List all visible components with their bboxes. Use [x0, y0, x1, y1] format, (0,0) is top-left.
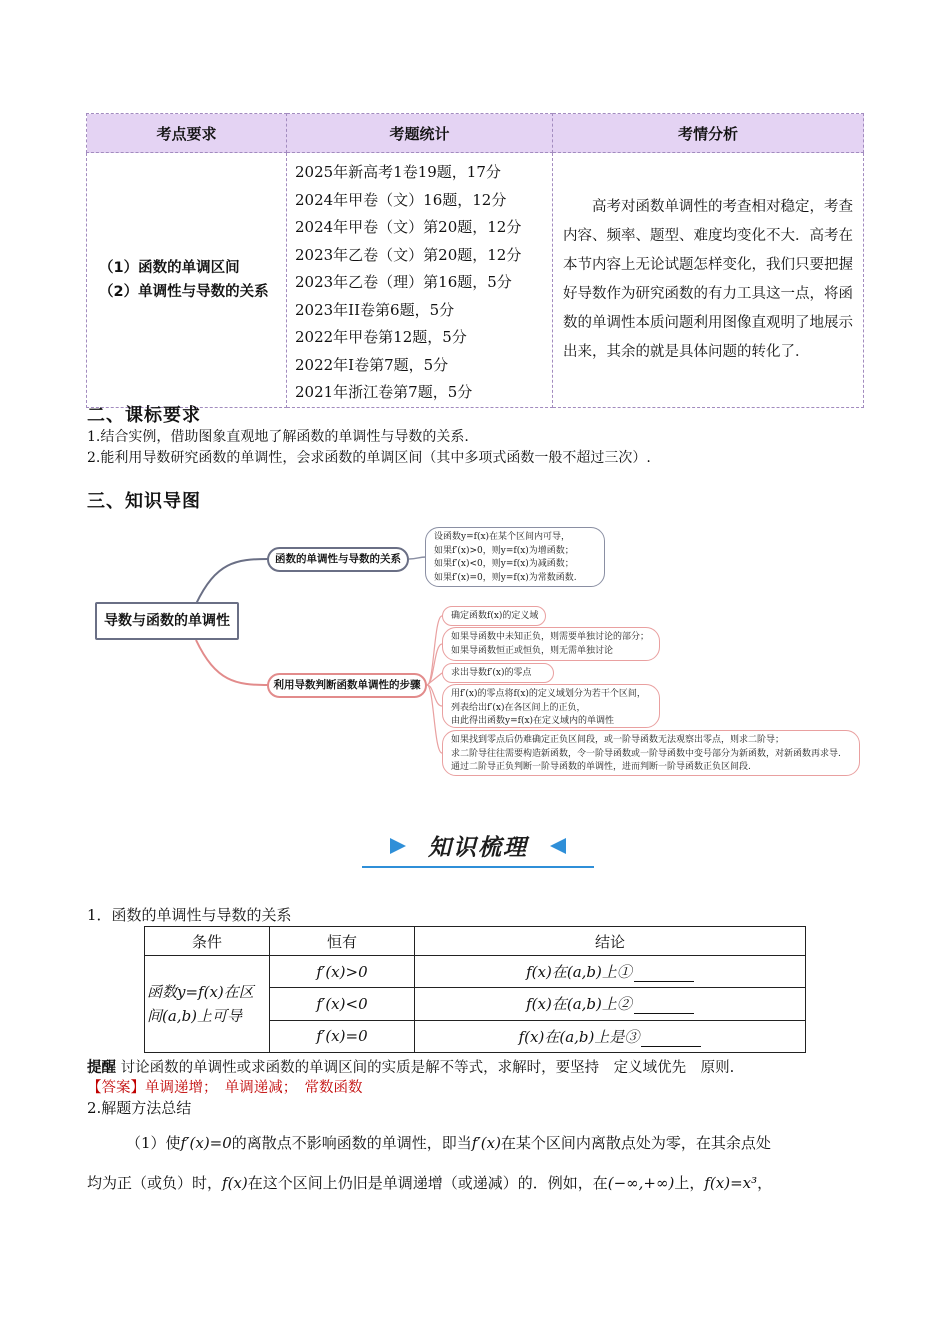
conclusion-text: f(x)在(a,b)上②	[526, 995, 632, 1014]
leaf-line: 由此得出函数y=f(x)在定义域内的单调性	[451, 716, 615, 726]
formula: f′(x)	[471, 1134, 501, 1152]
leaf-line: 列表给出f′(x)在各区间上的正负，	[451, 702, 586, 713]
header-analysis: 考情分析	[553, 114, 864, 153]
mind-map-branch-relation: 函数的单调性与导数的关系	[267, 547, 409, 572]
leaf-line: 求二阶导往往需要构造新函数，令一阶导函数或一阶导函数中变号部分为新函数，对新函数再求导.	[451, 748, 841, 759]
text-run: 在这个区间上仍旧是单调递增（或递减）的．例如，在	[247, 1174, 608, 1192]
section-title-mindmap: 三、知识导图	[87, 491, 201, 512]
stat-item: 2025年新高考1卷19题，17分	[295, 163, 501, 181]
answer-blank[interactable]	[641, 1028, 701, 1047]
stat-item: 2022年甲卷第12题，5分	[295, 328, 467, 346]
method-paragraph-line-1	[126, 1132, 906, 1153]
kaodian-item: （1）函数的单调区间	[99, 259, 240, 276]
header-stats: 考题统计	[287, 114, 553, 153]
text-run: （1）使	[126, 1134, 181, 1152]
curriculum-line-2: 2.能利用导数研究函数的单调性，会求函数的单调区间（其中多项式函数一般不超过三次）.	[87, 450, 651, 466]
stat-item: 2023年II卷第6题，5分	[295, 300, 455, 319]
stat-item: 2022年I卷第7题，5分	[295, 355, 449, 374]
exam-table	[86, 113, 864, 408]
stat-item: 2023年乙卷（文）第20题，12分	[295, 245, 522, 264]
leaf-line: 确定函数f(x)的定义域	[451, 611, 539, 621]
header-given: 恒有	[270, 927, 415, 956]
text-run: 的离散点不影响函数的单调性，即当	[231, 1134, 472, 1152]
mind-map-step-1	[442, 606, 546, 626]
mind-map-root: 导数与函数的单调性	[95, 602, 239, 640]
banner-title: 知识梳理	[428, 835, 528, 861]
connector-branch1	[196, 559, 268, 604]
given-cell: f′(x)<0	[270, 988, 415, 1020]
mind-map-leaf-relation	[425, 527, 605, 587]
relation-table-header	[145, 927, 806, 956]
analysis-cell: 高考对函数单调性的考查相对稳定，考查内容、频率、题型、难度均变化不大．高考在本节内容上无论试题怎样变化，我们只要把握好导数作为研究函数的有力工具这一点，将函数的单调性本质问题利用图像直观明了地展示出来，其余的就是具体问题的转化了．	[553, 153, 864, 408]
answer-line: 【答案】单调递增； 单调递减； 常数函数	[87, 1080, 363, 1096]
stat-item: 2024年甲卷（文）第20题，12分	[295, 218, 522, 236]
formula: f′(x)=0	[180, 1134, 232, 1152]
stat-item: 2024年甲卷（文）16题，12分	[295, 190, 507, 209]
given-cell: f′(x)>0	[270, 956, 415, 988]
tip-text: 讨论函数的单调性或求函数的单调区间的实质是解不等式，求解时，要坚持 定义域优先 原则.	[120, 1060, 735, 1076]
condition-cell: 函数y=f(x)在区间(a,b)上可导	[145, 956, 270, 1053]
leaf-line: 如果f′(x)=0，则y=f(x)为常数函数.	[434, 572, 577, 583]
text-run: 均为正（或负）时，	[87, 1174, 223, 1192]
stat-item: 2021年浙江卷第7题，5分	[295, 383, 473, 401]
tip-line	[87, 1056, 734, 1077]
conclusion-text: f(x)在(a,b)上是③	[518, 1027, 640, 1046]
leaf-line: 如果导函数恒正或恒负，则无需单独讨论	[451, 645, 614, 656]
answer-blank[interactable]	[634, 995, 694, 1014]
leaf-line: 通过二阶导正负判断一阶导函数的单调性，进而判断一阶导函数正负区间段.	[451, 762, 751, 772]
mind-map-branch-steps: 利用导数判断函数单调性的步骤	[267, 673, 427, 698]
leaf-line: 如果f′(x)>0，则y=f(x)为增函数；	[434, 545, 574, 556]
given-cell: f′(x)=0	[270, 1020, 415, 1052]
section2-title: 2.解题方法总结	[87, 1099, 192, 1117]
kaodian-item: （2）单调性与导数的关系	[99, 283, 269, 300]
text-run: 在某个区间内离散点处为零，在其余点处	[500, 1134, 771, 1152]
leaf-line: 用f′(x)的零点将f(x)的定义域划分为若干个区间，	[451, 689, 646, 699]
mind-map-step-5	[442, 730, 860, 776]
formula: f(x)=x³	[704, 1174, 758, 1192]
section1-title: 1．函数的单调性与导数的关系	[87, 906, 292, 924]
connector-branch2	[196, 640, 268, 685]
conclusion-cell	[415, 988, 806, 1020]
leaf-line: 求出导数f′(x)的零点	[451, 668, 532, 678]
kaodian-cell	[87, 153, 287, 408]
header-conclusion: 结论	[415, 927, 806, 956]
connector-step3	[427, 673, 442, 685]
mind-map	[86, 522, 866, 782]
formula: f(x)	[222, 1174, 248, 1192]
exam-table-header-row	[87, 114, 864, 153]
method-paragraph-line-2	[87, 1172, 867, 1193]
answer-blank[interactable]	[634, 963, 694, 982]
leaf-line: 如果导函数中未知正负，则需要单独讨论的部分；	[451, 632, 650, 642]
exam-table-body-row	[87, 153, 864, 408]
text-run: 上，	[674, 1174, 705, 1192]
relation-table	[144, 926, 806, 1053]
leaf-line: 设函数y=f(x)在某个区间内可导，	[434, 532, 571, 542]
header-kaodian: 考点要求	[87, 114, 287, 153]
mind-map-step-3	[442, 663, 554, 683]
knowledge-banner	[362, 826, 594, 870]
curriculum-line-1: 1.结合实例，借助图象直观地了解函数的单调性与导数的关系.	[87, 429, 469, 445]
conclusion-cell	[415, 956, 806, 988]
conclusion-cell	[415, 1020, 806, 1052]
tip-label: 提醒	[87, 1059, 116, 1076]
section-title-curriculum: 二、课标要求	[87, 405, 201, 426]
table-row	[145, 956, 806, 988]
stats-cell	[287, 153, 553, 408]
stat-item: 2023年乙卷（理）第16题，5分	[295, 273, 512, 291]
formula: (−∞,+∞)	[607, 1174, 675, 1192]
text-run: ，	[757, 1174, 773, 1192]
connector-leaf1	[409, 557, 426, 559]
conclusion-text: f(x)在(a,b)上①	[526, 963, 632, 982]
leaf-line: 如果找到零点后仍难确定正负区间段，或一阶导函数无法观察出零点，则求二阶导；	[451, 735, 785, 745]
mind-map-step-2	[442, 627, 660, 661]
mind-map-step-4	[442, 684, 660, 728]
header-condition: 条件	[145, 927, 270, 956]
leaf-line: 如果f′(x)<0，则y=f(x)为减函数；	[434, 559, 574, 569]
